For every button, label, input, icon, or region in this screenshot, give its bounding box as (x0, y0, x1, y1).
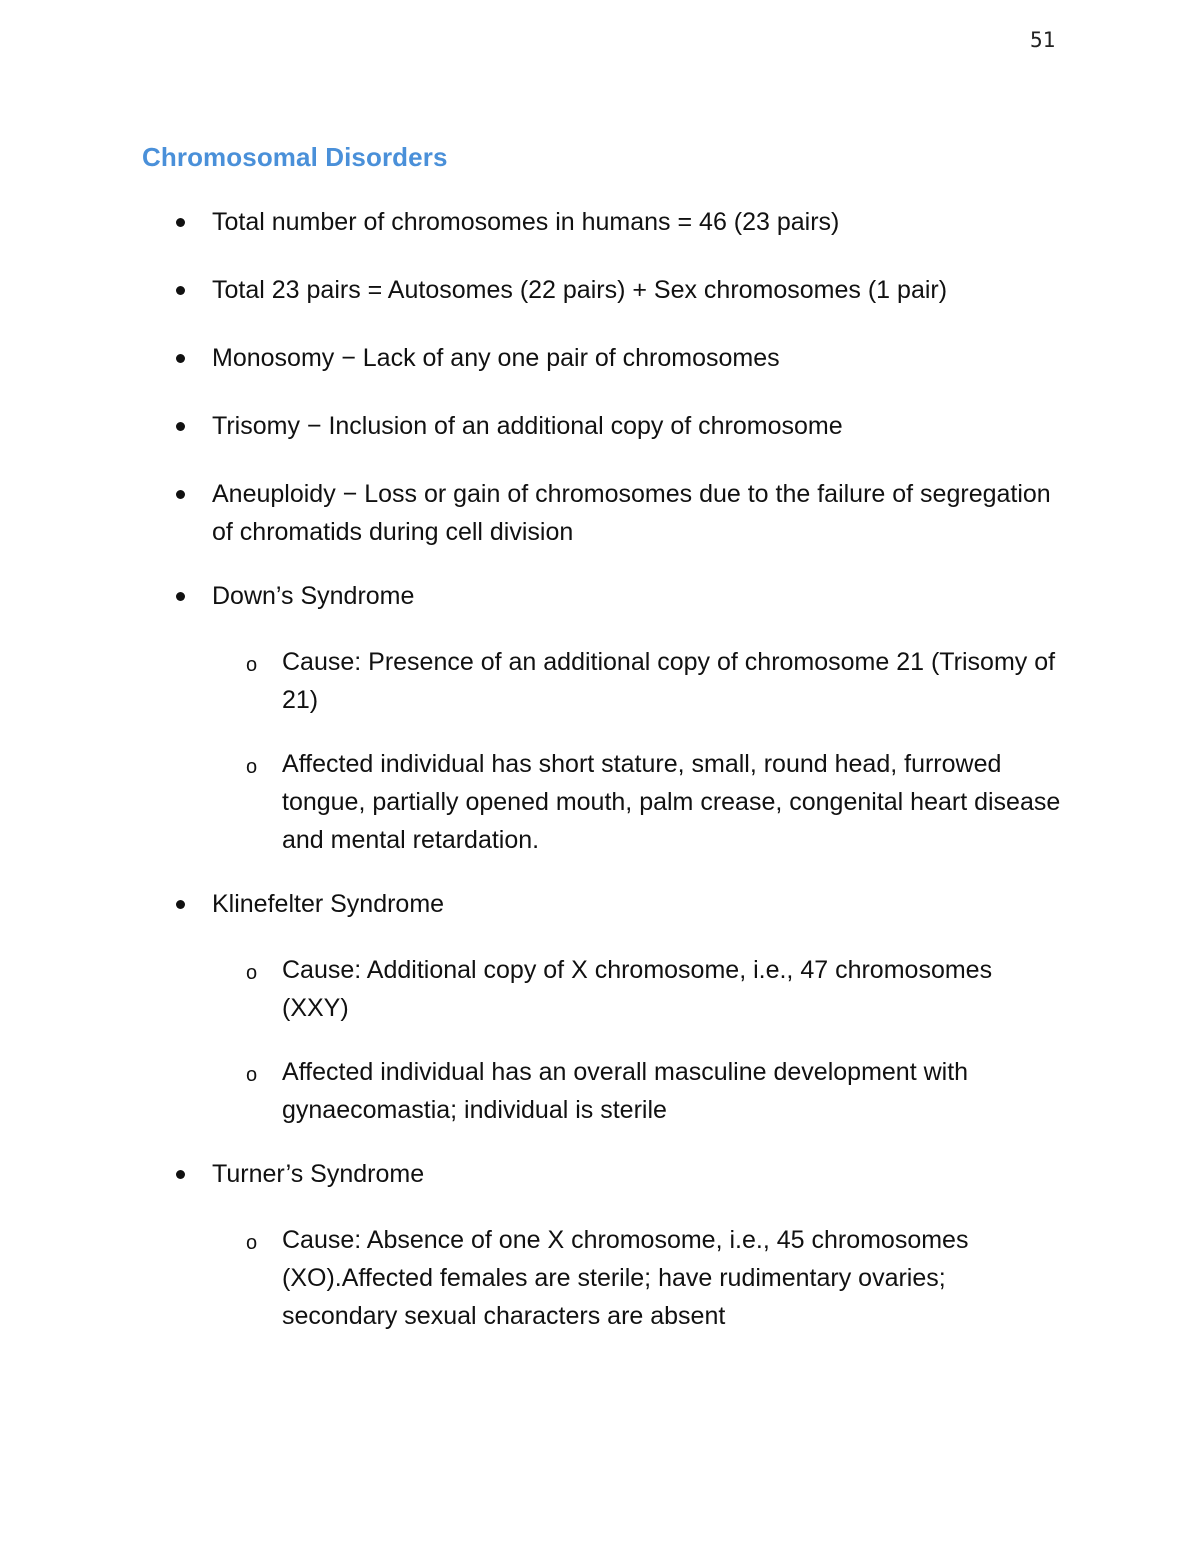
section-heading: Chromosomal Disorders (142, 142, 448, 172)
sub-list-item (212, 643, 1062, 719)
list-item-text: Trisomy − Inclusion of an additional copy of chromosome (212, 412, 843, 440)
sub-list (212, 643, 1062, 859)
list-item-text: Monosomy − Lack of any one pair of chromosomes (212, 344, 780, 372)
sub-list-item (212, 745, 1062, 859)
sub-list-item (212, 951, 1062, 1027)
list-item-text: Total 23 pairs = Autosomes (22 pairs) + Sex chromosomes (1 pair) (212, 276, 948, 304)
bullet-icon (176, 218, 185, 227)
list-item (142, 203, 1062, 241)
bullet-list (142, 203, 1062, 1335)
bullet-icon (176, 592, 185, 601)
sub-list-item-text: Cause: Additional copy of X chromosome, i.e., 47 chromosomes (XXY) (282, 956, 993, 1022)
list-item (142, 271, 1062, 309)
list-item-downs-syndrome (142, 577, 1062, 859)
list-item (142, 339, 1062, 377)
sub-list-item-text: Cause: Absence of one X chromosome, i.e., 45 chromosomes (XO).Affected females are sterile; have rudimentary ovaries; secondary sexual characters are absent (282, 1226, 969, 1330)
list-item (142, 475, 1062, 551)
sub-bullet-icon: o (246, 1064, 258, 1086)
bullet-icon (176, 286, 185, 295)
sub-list-item-text: Affected individual has short stature, small, round head, furrowed tongue, partially opened mouth, palm crease, congenital heart disease and mental retardation. (282, 750, 1061, 854)
sub-bullet-icon: o (246, 962, 258, 984)
page-number: 51 (1030, 28, 1056, 52)
list-item (142, 407, 1062, 445)
bullet-icon (176, 490, 185, 499)
sub-bullet-icon: o (246, 654, 258, 676)
sub-list-item (212, 1221, 1062, 1335)
bullet-icon (176, 900, 185, 909)
sub-list (212, 951, 1062, 1129)
sub-list-item-text: Cause: Presence of an additional copy of chromosome 21 (Trisomy of 21) (282, 648, 1056, 714)
bullet-icon (176, 422, 185, 431)
list-item-text: Turner’s Syndrome (212, 1160, 425, 1188)
list-item-text: Total number of chromosomes in humans = 46 (23 pairs) (212, 208, 840, 236)
sub-list (212, 1221, 1062, 1335)
bullet-icon (176, 354, 185, 363)
sub-bullet-icon: o (246, 756, 258, 778)
sub-list-item-text: Affected individual has an overall masculine development with gynaecomastia; individual is sterile (282, 1058, 969, 1124)
list-item-klinefelter-syndrome (142, 885, 1062, 1129)
document-body (142, 203, 1062, 1365)
sub-list-item (212, 1053, 1062, 1129)
list-item-text: Down’s Syndrome (212, 582, 415, 610)
bullet-icon (176, 1170, 185, 1179)
list-item-text: Klinefelter Syndrome (212, 890, 445, 918)
list-item-text: Aneuploidy − Loss or gain of chromosomes due to the failure of segregation of chromatids during cell division (212, 480, 1051, 546)
list-item-turners-syndrome (142, 1155, 1062, 1335)
sub-bullet-icon: o (246, 1232, 258, 1254)
